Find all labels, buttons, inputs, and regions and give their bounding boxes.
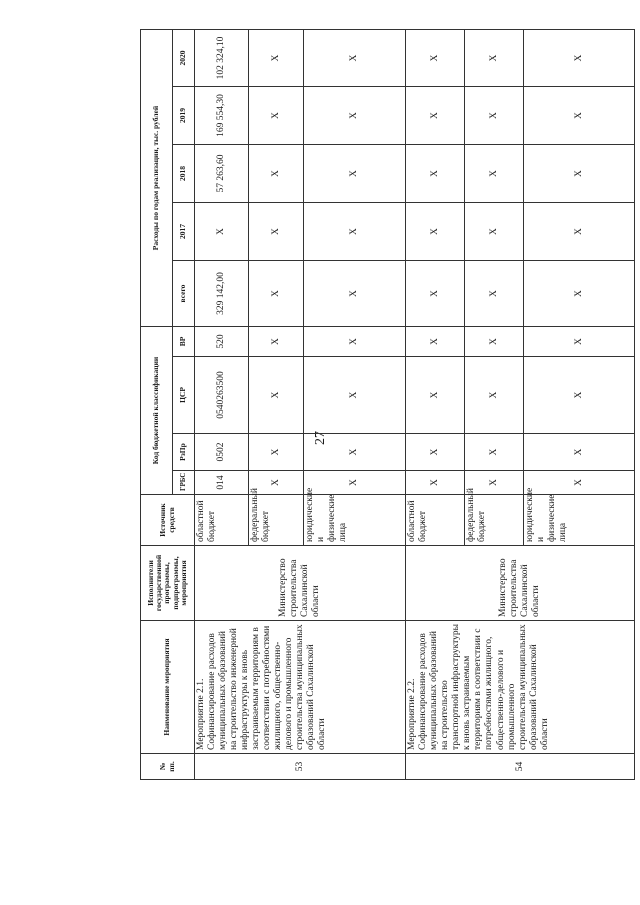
- y2020-cell: 102 324,10: [195, 30, 249, 87]
- y2019-cell: X: [249, 87, 303, 145]
- header-source: Источник средств: [141, 495, 195, 546]
- y2020-cell: X: [524, 30, 635, 87]
- header-budget-code: Код бюджетной классификации: [141, 327, 173, 495]
- vr-cell: 520: [195, 327, 249, 357]
- header-name: Наименование мероприятия: [141, 621, 195, 754]
- grbs-cell: X: [406, 471, 465, 495]
- y2018-cell: X: [524, 145, 635, 203]
- csr-cell: X: [524, 357, 635, 434]
- measure-name: Мероприятие 2.2. Софинансирование расходов муниципальных образований на строительство транспортной инфраструктуры к вновь застраиваемым территориям в соответствии с потребностями жилищного, общественно-делового и промышленного строительства муниципальных образований Сахалинской области: [406, 621, 635, 754]
- total-cell: X: [465, 261, 524, 327]
- rzpr-cell: X: [249, 434, 303, 471]
- header-total: всего: [173, 261, 195, 327]
- funding-source: юридические и физические лица: [524, 495, 635, 546]
- y2018-cell: X: [303, 145, 405, 203]
- measure-number: 54: [406, 754, 635, 780]
- header-vr: ВР: [173, 327, 195, 357]
- grbs-cell: 014: [195, 471, 249, 495]
- csr-cell: X: [406, 357, 465, 434]
- total-cell: 329 142,00: [195, 261, 249, 327]
- vr-cell: X: [406, 327, 465, 357]
- header-2019: 2019: [173, 87, 195, 145]
- y2020-cell: X: [465, 30, 524, 87]
- header-expenses: Расходы по годам реализации, тыс. рублей: [141, 30, 173, 327]
- y2019-cell: X: [465, 87, 524, 145]
- vr-cell: X: [303, 327, 405, 357]
- vr-cell: X: [249, 327, 303, 357]
- y2018-cell: X: [465, 145, 524, 203]
- budget-table: [140, 29, 635, 780]
- measure-number: 53: [195, 754, 406, 780]
- vr-cell: X: [524, 327, 635, 357]
- header-csr: ЦСР: [173, 357, 195, 434]
- grbs-cell: X: [465, 471, 524, 495]
- csr-cell: X: [249, 357, 303, 434]
- grbs-cell: X: [524, 471, 635, 495]
- y2019-cell: X: [524, 87, 635, 145]
- funding-source: юридические и физические лица: [303, 495, 405, 546]
- header-no: № пп.: [141, 754, 195, 780]
- header-2017: 2017: [173, 203, 195, 261]
- funding-source: федеральный бюджет: [465, 495, 524, 546]
- total-cell: X: [406, 261, 465, 327]
- measure-executor: Министерство строительства Сахалинской области: [195, 546, 406, 621]
- total-cell: X: [524, 261, 635, 327]
- total-cell: X: [249, 261, 303, 327]
- y2017-cell: X: [195, 203, 249, 261]
- y2018-cell: X: [249, 145, 303, 203]
- rzpr-cell: 0502: [195, 434, 249, 471]
- header-2020: 2020: [173, 30, 195, 87]
- rzpr-cell: X: [465, 434, 524, 471]
- funding-source: областной бюджет: [406, 495, 465, 546]
- rzpr-cell: X: [303, 434, 405, 471]
- rotated-table-wrapper: [140, 36, 635, 780]
- y2017-cell: X: [524, 203, 635, 261]
- y2018-cell: 57 263,60: [195, 145, 249, 203]
- rzpr-cell: X: [406, 434, 465, 471]
- y2017-cell: X: [249, 203, 303, 261]
- rzpr-cell: X: [524, 434, 635, 471]
- header-2018: 2018: [173, 145, 195, 203]
- y2019-cell: 169 554,30: [195, 87, 249, 145]
- y2019-cell: X: [303, 87, 405, 145]
- grbs-cell: X: [249, 471, 303, 495]
- y2017-cell: X: [303, 203, 405, 261]
- page-number: 27: [313, 431, 328, 445]
- y2017-cell: X: [465, 203, 524, 261]
- measure-executor: Министерство строительства Сахалинской области: [406, 546, 635, 621]
- y2019-cell: X: [406, 87, 465, 145]
- csr-cell: X: [303, 357, 405, 434]
- y2017-cell: X: [406, 203, 465, 261]
- table-row: [406, 30, 465, 780]
- measure-name: Мероприятие 2.1. Софинансирование расходов муниципальных образований на строительство инженерной инфраструктуры к вновь застраиваемым территориям в соответствии с потребностями жилищного, общественно-делового и промышленного строительства муниципальных образований Сахалинской области: [195, 621, 406, 754]
- total-cell: X: [303, 261, 405, 327]
- funding-source: федеральный бюджет: [249, 495, 303, 546]
- csr-cell: X: [465, 357, 524, 434]
- vr-cell: X: [465, 327, 524, 357]
- csr-cell: 0540263500: [195, 357, 249, 434]
- y2020-cell: X: [303, 30, 405, 87]
- grbs-cell: X: [303, 471, 405, 495]
- funding-source: областной бюджет: [195, 495, 249, 546]
- y2020-cell: X: [249, 30, 303, 87]
- header-grbs: ГРБС: [173, 471, 195, 495]
- header-executors: Исполнители государственной программы, подпрограммы, мероприятия: [141, 546, 195, 621]
- header-rzpr: РзПр: [173, 434, 195, 471]
- table-row: [195, 30, 249, 780]
- y2018-cell: X: [406, 145, 465, 203]
- y2020-cell: X: [406, 30, 465, 87]
